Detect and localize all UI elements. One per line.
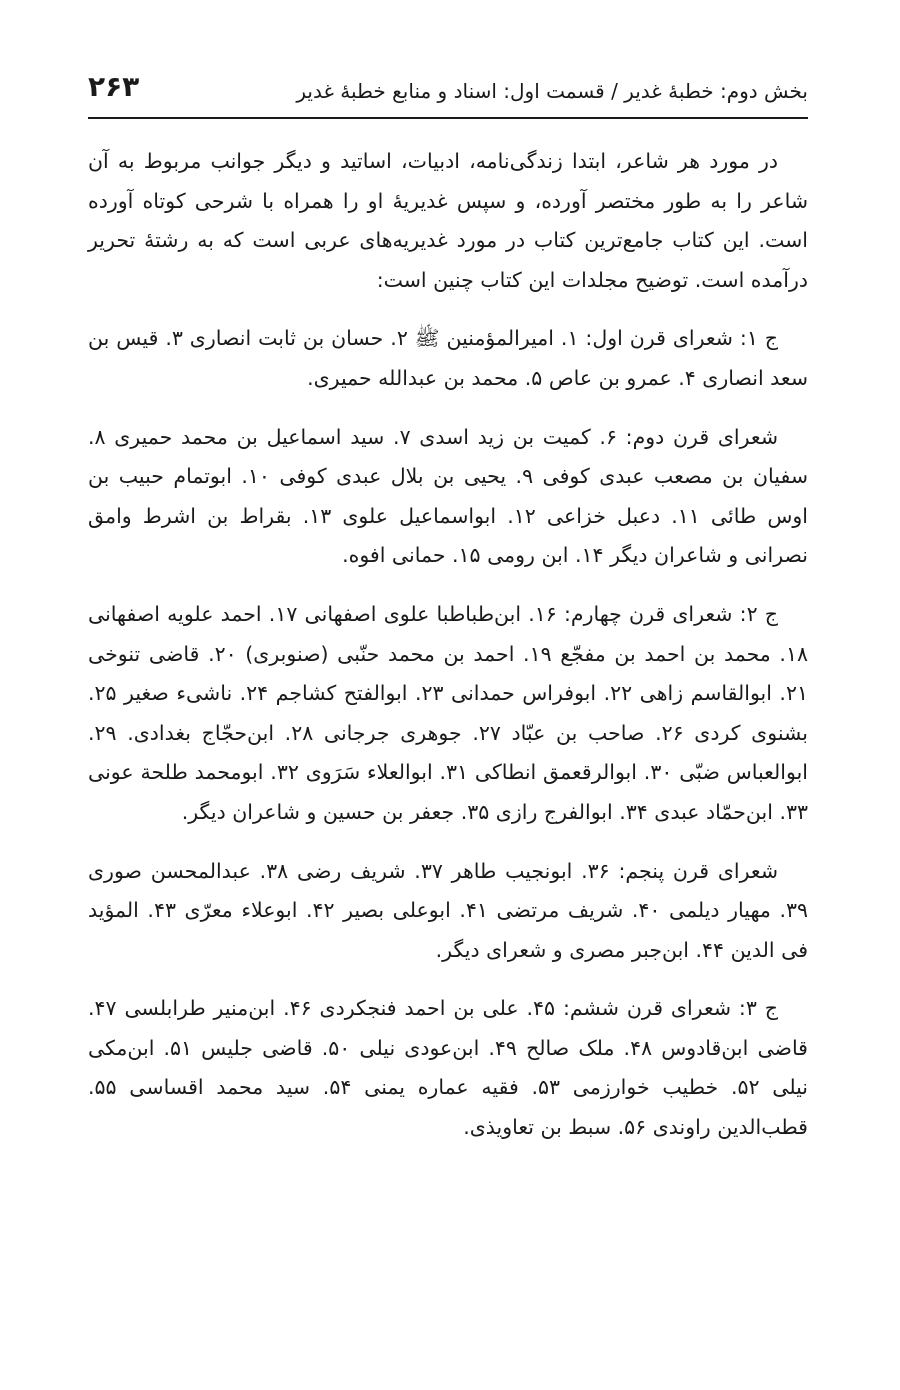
paragraph-volume-2-fourth-century: ج ۲: شعرای قرن چهارم: ۱۶. ابن‌طباطبا علوی اصفهانی ۱۷. احمد علویه اصفهانی ۱۸. محمد بن احمد بن مفجّع ۱۹. احمد بن محمد حنّبی (صنوبری) ۲۰. قاضی تنوخی ۲۱. ابوالقاسم زاهی ۲۲. ابوفراس حمدانی ۲۳. ابوالفتح کشاجم ۲۴. ناشیء صغیر ۲۵. بشنوی کردی ۲۶. صاحب بن عبّاد ۲۷. جوهری جرجانی ۲۸. ابن‌حجّاج بغدادی. ۲۹. ابوالعباس ضبّی ۳۰. ابوالرقعمق انطاکی ۳۱. ابوالعلاء سَرَوی ۳۲. ابومحمد طلحة عونی ۳۳. ابن‌حمّاد عبدی ۳۴. ابوالفرج رازی ۳۵. جعفر بن حسین و شاعران دیگر. [88,601,809,824]
paragraph-intro: در مورد هر شاعر، ابتدا زندگی‌نامه، ادبیات، اساتید و دیگر جوانب مربوط به آن شاعر را به طور مختصر آورده، و سپس غدیریهٔ او را همراه با شرحی کوتاه آورده است. این کتاب جامع‌ترین کتاب در مورد غدیریه‌های عربی است که به رشتهٔ تحریر درآمده است. توضیح مجلدات این کتاب چنین است: [88,149,808,292]
paragraph-volume-1-first-century: ج ۱: شعرای قرن اول: ۱. امیرالمؤمنین ﷺ ۲. حسان بن ثابت انصاری ۳. قیس بن سعد انصاری ۴. عمرو بن عاص ۵. محمد بن عبدالله حمیری. [88,326,808,390]
paragraph-volume-3-sixth-century: ج ۳: شعرای قرن ششم: ۴۵. علی بن احمد فنجکردی ۴۶. ابن‌منیر طرابلسی ۴۷. قاضی ابن‌قادوس ۴۸. ملک صالح ۴۹. ابن‌عودی نیلی ۵۰. قاضی جلیس ۵۱. ابن‌مکی نیلی ۵۲. خطیب خوارزمی ۵۳. فقیه عماره یمنی ۵۴. سید محمد اقساسی ۵۵. قطب‌الدین راوندی ۵۶. سبط بن تعاویذی. [88,996,809,1140]
paragraph-fifth-century: شعرای قرن پنجم: ۳۶. ابونجیب طاهر ۳۷. شریف رضی ۳۸. عبدالمحسن صوری ۳۹. مهیار دیلمی ۴۰. شریف مرتضی ۴۱. ابوعلی بصیر ۴۲. ابوعلاء معرّی ۴۳. المؤید فی الدین ۴۴. ابن‌جبر مصری و شعرای دیگر. [88,858,808,962]
header-divider [88,117,808,119]
paragraph-second-century: شعرای قرن دوم: ۶. کمیت بن زید اسدی ۷. سید اسماعیل بن محمد حمیری ۸. سفیان بن مصعب عبدی کوفی ۹. یحیی بن بلال عبدی کوفی ۱۰. ابوتمام حبیب بن اوس طائی ۱۱. دعبل خزاعی ۱۲. ابواسماعیل علوی ۱۳. بقراط بن اشرط وامق نصرانی و شاعران دیگر ۱۴. ابن رومی ۱۵. حمانی افوه. [88,424,809,568]
page-header [88,66,808,116]
body-text [88,142,808,1167]
running-head: بخش دوم: خطبهٔ غدیر / قسمت اول: اسناد و منابع خطبهٔ غدیر [296,79,808,103]
page-number: ۲۶۳ [88,70,140,103]
